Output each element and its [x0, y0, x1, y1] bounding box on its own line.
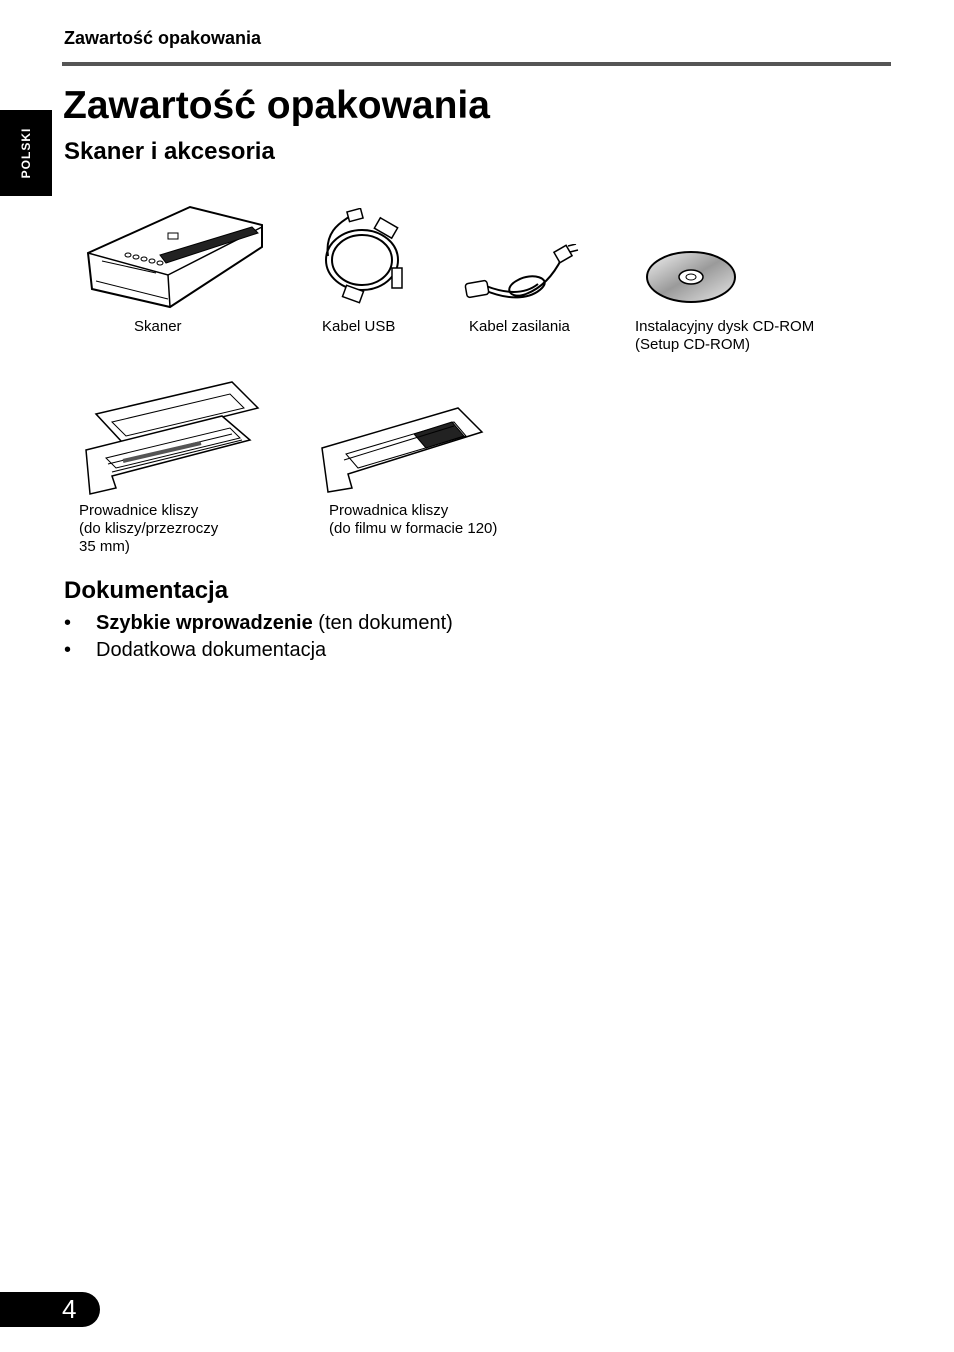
item-label-film-guide-35mm-line3: 35 mm)	[79, 538, 130, 555]
bullet-icon: •	[64, 612, 72, 634]
item-label-film-guide-120-line1: Prowadnica kliszy	[329, 502, 449, 519]
list-item-text: Dodatkowa dokumentacja	[96, 639, 327, 661]
page-title: Zawartość opakowania	[63, 84, 490, 127]
item-label-film-guide-120-line2: (do filmu w formacie 120)	[329, 520, 498, 537]
item-label-power-cable: Kabel zasilania	[469, 318, 570, 335]
cd-rom-icon	[645, 250, 737, 304]
item-label-scanner: Skaner	[134, 318, 182, 335]
list-item-bold-text: Szybkie wprowadzenie	[96, 612, 313, 634]
item-label-film-guide-35mm	[79, 502, 218, 556]
item-label-usb-cable: Kabel USB	[322, 318, 396, 335]
list-item	[64, 610, 453, 637]
item-label-cd-rom	[635, 318, 814, 354]
item-label-film-guide-35mm-line2: (do kliszy/przezroczy	[79, 520, 219, 537]
running-header: Zawartość opakowania	[64, 28, 262, 48]
page-number-tab	[0, 1292, 100, 1327]
page-number: 4	[62, 1294, 77, 1324]
section-heading-documentation: Dokumentacja	[64, 577, 229, 604]
documentation-list	[64, 610, 453, 664]
section-heading-accessories: Skaner i akcesoria	[64, 138, 275, 165]
language-tab-label: POLSKI	[19, 127, 33, 179]
film-guide-35mm-icon	[82, 380, 262, 496]
power-cable-icon	[462, 244, 580, 306]
item-label-cd-rom-line1: Instalacyjny dysk CD-ROM	[635, 318, 815, 335]
film-guide-120-icon	[318, 404, 486, 494]
item-label-film-guide-35mm-line1: Prowadnice kliszy	[79, 502, 199, 519]
usb-cable-icon	[316, 208, 416, 304]
item-label-cd-rom-line2: (Setup CD-ROM)	[635, 336, 751, 353]
header-rule	[62, 62, 891, 66]
bullet-icon: •	[64, 639, 72, 661]
list-item-text: (ten dokument)	[312, 612, 453, 634]
language-tab	[0, 110, 52, 196]
list-item	[64, 637, 453, 664]
item-label-film-guide-120	[329, 502, 497, 538]
scanner-icon	[82, 203, 268, 311]
